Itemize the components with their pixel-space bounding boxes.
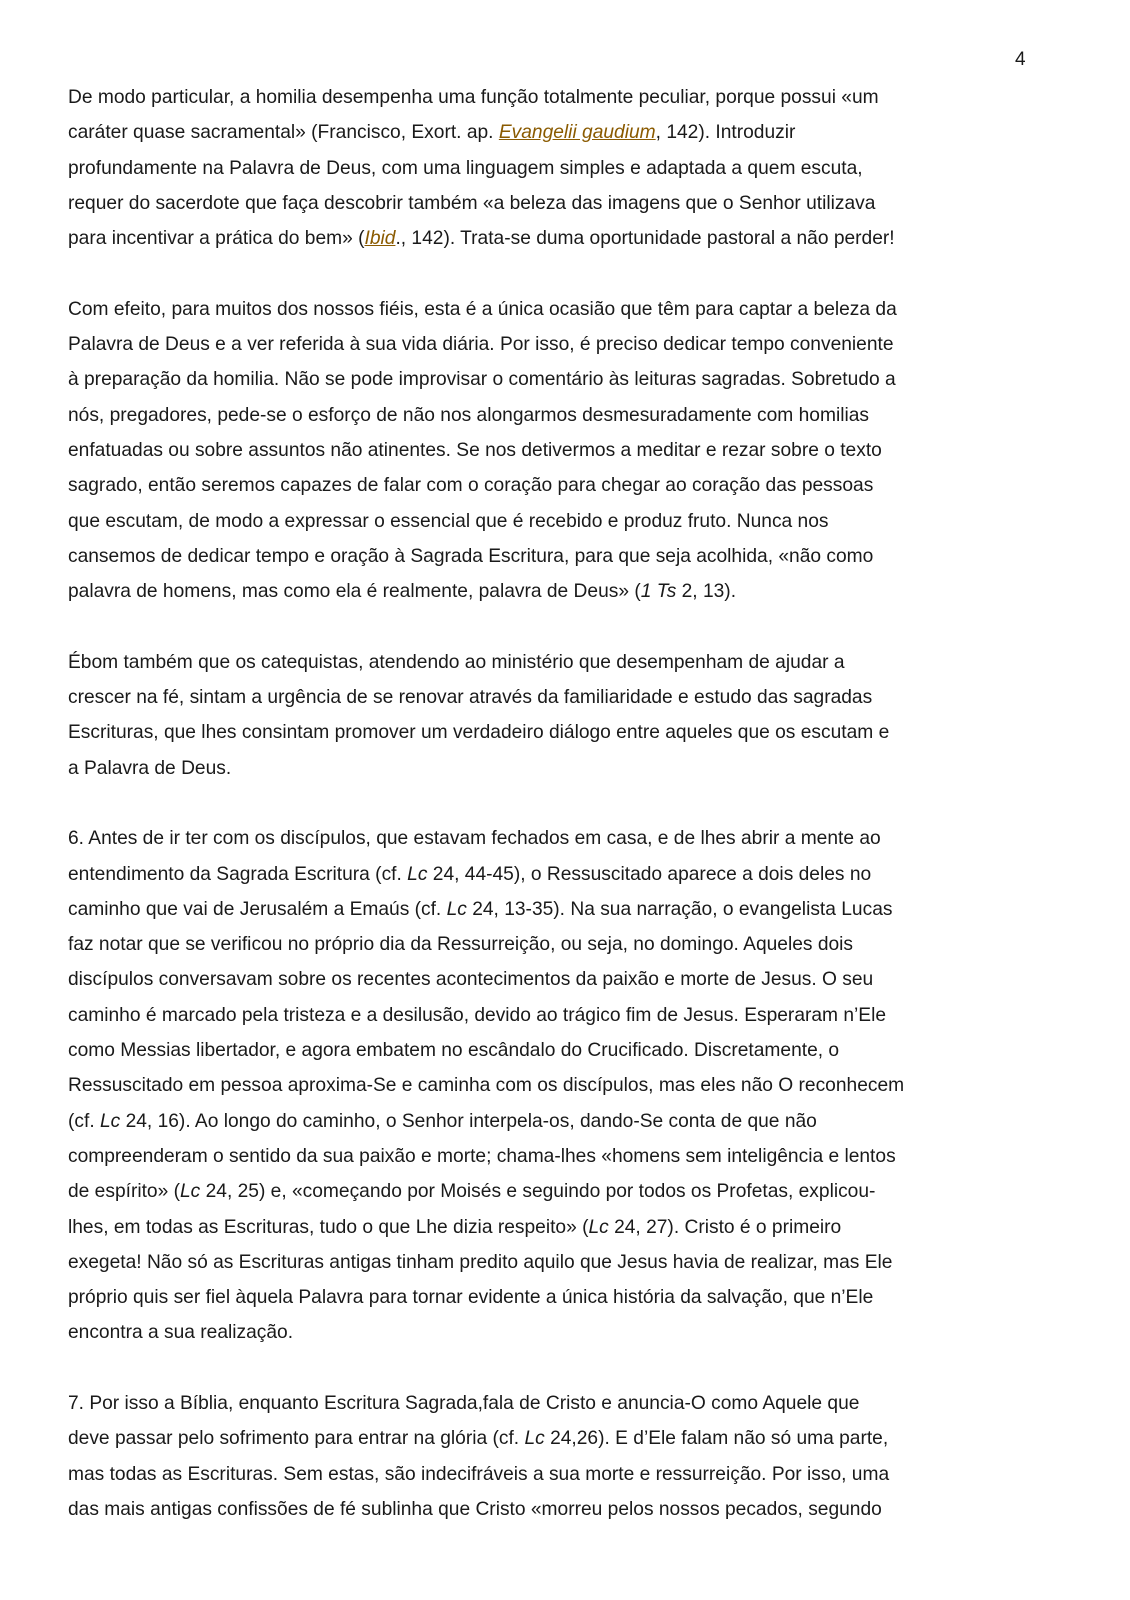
text-segment: (cf.: [68, 1110, 100, 1132]
paragraph-p3: [68, 645, 1068, 786]
text-segment: ., 142). Trata-se duma oportunidade pastoral a não perder!: [395, 228, 895, 250]
text-segment: que escutam, de modo a expressar o essencial que é recebido e produz fruto. Nunca nos: [68, 510, 829, 532]
text-segment: nós, pregadores, pede-se o esforço de não nos alongarmos desmesuradamente com homilias: [68, 404, 870, 426]
text-segment: discípulos conversavam sobre os recentes acontecimentos da paixão e morte de Jesus. O seu: [68, 969, 874, 991]
text-segment: para incentivar a prática do bem» (: [68, 228, 365, 250]
text-segment: caminho que vai de Jerusalém a Emaús (cf.: [68, 898, 447, 920]
text-line: [68, 1421, 1068, 1456]
text-segment: De modo particular, a homilia desempenha uma função totalmente peculiar, porque possui «um: [68, 87, 879, 108]
italic-reference: Lc: [588, 1216, 609, 1238]
text-segment: à preparação da homilia. Não se pode improvisar o comentário às leituras sagradas. Sobretudo a: [68, 369, 896, 391]
text-segment: encontra a sua realização.: [68, 1322, 294, 1344]
citation-link[interactable]: Ibid: [364, 228, 396, 250]
text-line: [68, 962, 1068, 997]
text-segment: faz notar que se verificou no próprio dia da Ressurreição, ou seja, no domingo. Aqueles dois: [68, 934, 854, 956]
text-segment: mas todas as Escrituras. Sem estas, são indecifráveis a sua morte e ressurreição. Por isso, uma: [68, 1463, 890, 1485]
text-line: [68, 680, 1068, 715]
text-segment: Com efeito, para muitos dos nossos fiéis, esta é a única ocasião que têm para captar a beleza da: [68, 298, 897, 320]
italic-reference: Lc: [99, 1110, 121, 1132]
text-line: [68, 504, 1068, 539]
italic-reference: Lc: [446, 898, 467, 920]
text-line: [68, 186, 1068, 221]
text-line: [68, 1280, 1068, 1315]
text-line: [68, 1068, 1068, 1103]
paragraph-gap: [68, 786, 1068, 821]
text-line: [68, 1457, 1068, 1492]
paragraph-p1: [68, 80, 1068, 256]
text-line: [68, 1210, 1068, 1245]
text-segment: 24, 27). Cristo é o primeiro: [608, 1216, 842, 1238]
text-segment: Palavra de Deus e a ver referida à sua vida diária. Por isso, é preciso dedicar tempo conveniente: [68, 334, 894, 356]
text-line: [68, 1245, 1068, 1280]
text-line: [68, 857, 1068, 892]
text-segment: 24, 16). Ao longo do caminho, o Senhor interpela-os, dando-Se conta de que não: [120, 1110, 817, 1132]
paragraph-p5: [68, 1386, 1068, 1527]
text-segment: 24, 44-45), o Ressuscitado aparece a dois deles no: [427, 863, 872, 885]
paragraph-gap: [68, 256, 1068, 291]
text-segment: entendimento da Sagrada Escritura (cf.: [68, 863, 408, 885]
text-segment: , 142). Introduzir: [655, 122, 796, 144]
text-line: [68, 892, 1068, 927]
text-line: [68, 398, 1068, 433]
text-segment: palavra de homens, mas como ela é realmente, palavra de Deus» (: [68, 581, 641, 603]
text-line: [68, 115, 1068, 150]
document-body: [68, 80, 1068, 1527]
text-segment: 24, 25) e, «começando por Moisés e seguindo por todos os Profetas, explicou-: [200, 1181, 876, 1203]
text-segment: exegeta! Não só as Escrituras antigas tinham predito aquilo que Jesus havia de realizar, mas Ele: [68, 1251, 893, 1273]
italic-reference: 1 Ts: [640, 581, 677, 603]
text-segment: caráter quase sacramental» (Francisco, Exort. ap.: [68, 122, 499, 144]
text-line: [68, 1033, 1068, 1068]
text-line: [68, 751, 1068, 786]
text-segment: lhes, em todas as Escrituras, tudo o que Lhe dizia respeito» (: [68, 1216, 589, 1238]
text-line: [68, 1139, 1068, 1174]
text-segment: de espírito» (: [68, 1181, 180, 1203]
text-segment: profundamente na Palavra de Deus, com uma linguagem simples e adaptada a quem escuta,: [68, 157, 863, 179]
text-line: [68, 292, 1068, 327]
text-segment: cansemos de dedicar tempo e oração à Sagrada Escritura, para que seja acolhida, «não como: [68, 545, 874, 567]
text-segment: das mais antigas confissões de fé sublinha que Cristo «morreu pelos nossos pecados, segundo: [68, 1498, 882, 1520]
paragraph-p2: [68, 292, 1068, 610]
text-line: [68, 151, 1068, 186]
page-number: 4: [1015, 49, 1026, 70]
text-line: [68, 715, 1068, 750]
text-segment: requer do sacerdote que faça descobrir também «a beleza das imagens que o Senhor utilizava: [68, 192, 876, 214]
text-segment: Escrituras, que lhes consintam promover um verdadeiro diálogo entre aqueles que os escutam e: [68, 722, 890, 744]
text-line: [68, 645, 1068, 680]
text-line: [68, 468, 1068, 503]
text-line: [68, 1104, 1068, 1139]
text-line: [68, 1174, 1068, 1209]
text-segment: compreenderam o sentido da sua paixão e morte; chama-lhes «homens sem inteligência e lentos: [68, 1145, 896, 1167]
italic-reference: Lc: [180, 1181, 201, 1203]
text-segment: 7. Por isso a Bíblia, enquanto Escritura Sagrada,fala de Cristo e anuncia-O como Aquele que: [68, 1392, 860, 1414]
text-line: [68, 80, 1068, 115]
text-segment: enfatuadas ou sobre assuntos não atinentes. Se nos detivermos a meditar e rezar sobre o texto: [68, 439, 882, 461]
text-line: [68, 998, 1068, 1033]
text-line: [68, 362, 1068, 397]
text-line: [68, 327, 1068, 362]
text-line: [68, 821, 1068, 856]
citation-link[interactable]: Evangelii gaudium: [498, 122, 656, 144]
text-segment: a Palavra de Deus.: [68, 757, 232, 779]
text-segment: 24, 13-35). Na sua narração, o evangelista Lucas: [466, 898, 893, 920]
text-segment: 6. Antes de ir ter com os discípulos, que estavam fechados em casa, e de lhes abrir a mente ao: [68, 828, 881, 850]
text-segment: próprio quis ser fiel àquela Palavra para tornar evidente a única história da salvação, que n’Ele: [68, 1287, 874, 1309]
text-line: [68, 433, 1068, 468]
text-line: [68, 539, 1068, 574]
paragraph-gap: [68, 1351, 1068, 1386]
text-segment: crescer na fé, sintam a urgência de se renovar através da familiaridade e estudo das sagradas: [68, 687, 873, 709]
text-segment: como Messias libertador, e agora embatem no escândalo do Crucificado. Discretamente, o: [68, 1040, 840, 1062]
text-line: [68, 1492, 1068, 1527]
text-segment: Ressuscitado em pessoa aproxima-Se e caminha com os discípulos, mas eles não O reconhecem: [68, 1075, 905, 1097]
text-line: [68, 574, 1068, 609]
text-line: [68, 1315, 1068, 1350]
paragraph-p4: [68, 821, 1068, 1350]
paragraph-gap: [68, 609, 1068, 644]
text-line: [68, 927, 1068, 962]
italic-reference: Lc: [407, 863, 428, 885]
text-segment: 2, 13).: [676, 581, 737, 603]
text-line: [68, 1386, 1068, 1421]
text-segment: caminho é marcado pela tristeza e a desilusão, devido ao trágico fim de Jesus. Esperaram n’Ele: [68, 1004, 887, 1026]
text-line: [68, 221, 1068, 256]
text-segment: deve passar pelo sofrimento para entrar na glória (cf.: [68, 1428, 525, 1450]
text-segment: 24,26). E d’Ele falam não só uma parte,: [544, 1428, 889, 1450]
text-segment: Ébom também que os catequistas, atendendo ao ministério que desempenham de ajudar a: [68, 651, 845, 673]
text-segment: sagrado, então seremos capazes de falar com o coração para chegar ao coração das pessoas: [68, 475, 874, 497]
italic-reference: Lc: [524, 1428, 545, 1450]
